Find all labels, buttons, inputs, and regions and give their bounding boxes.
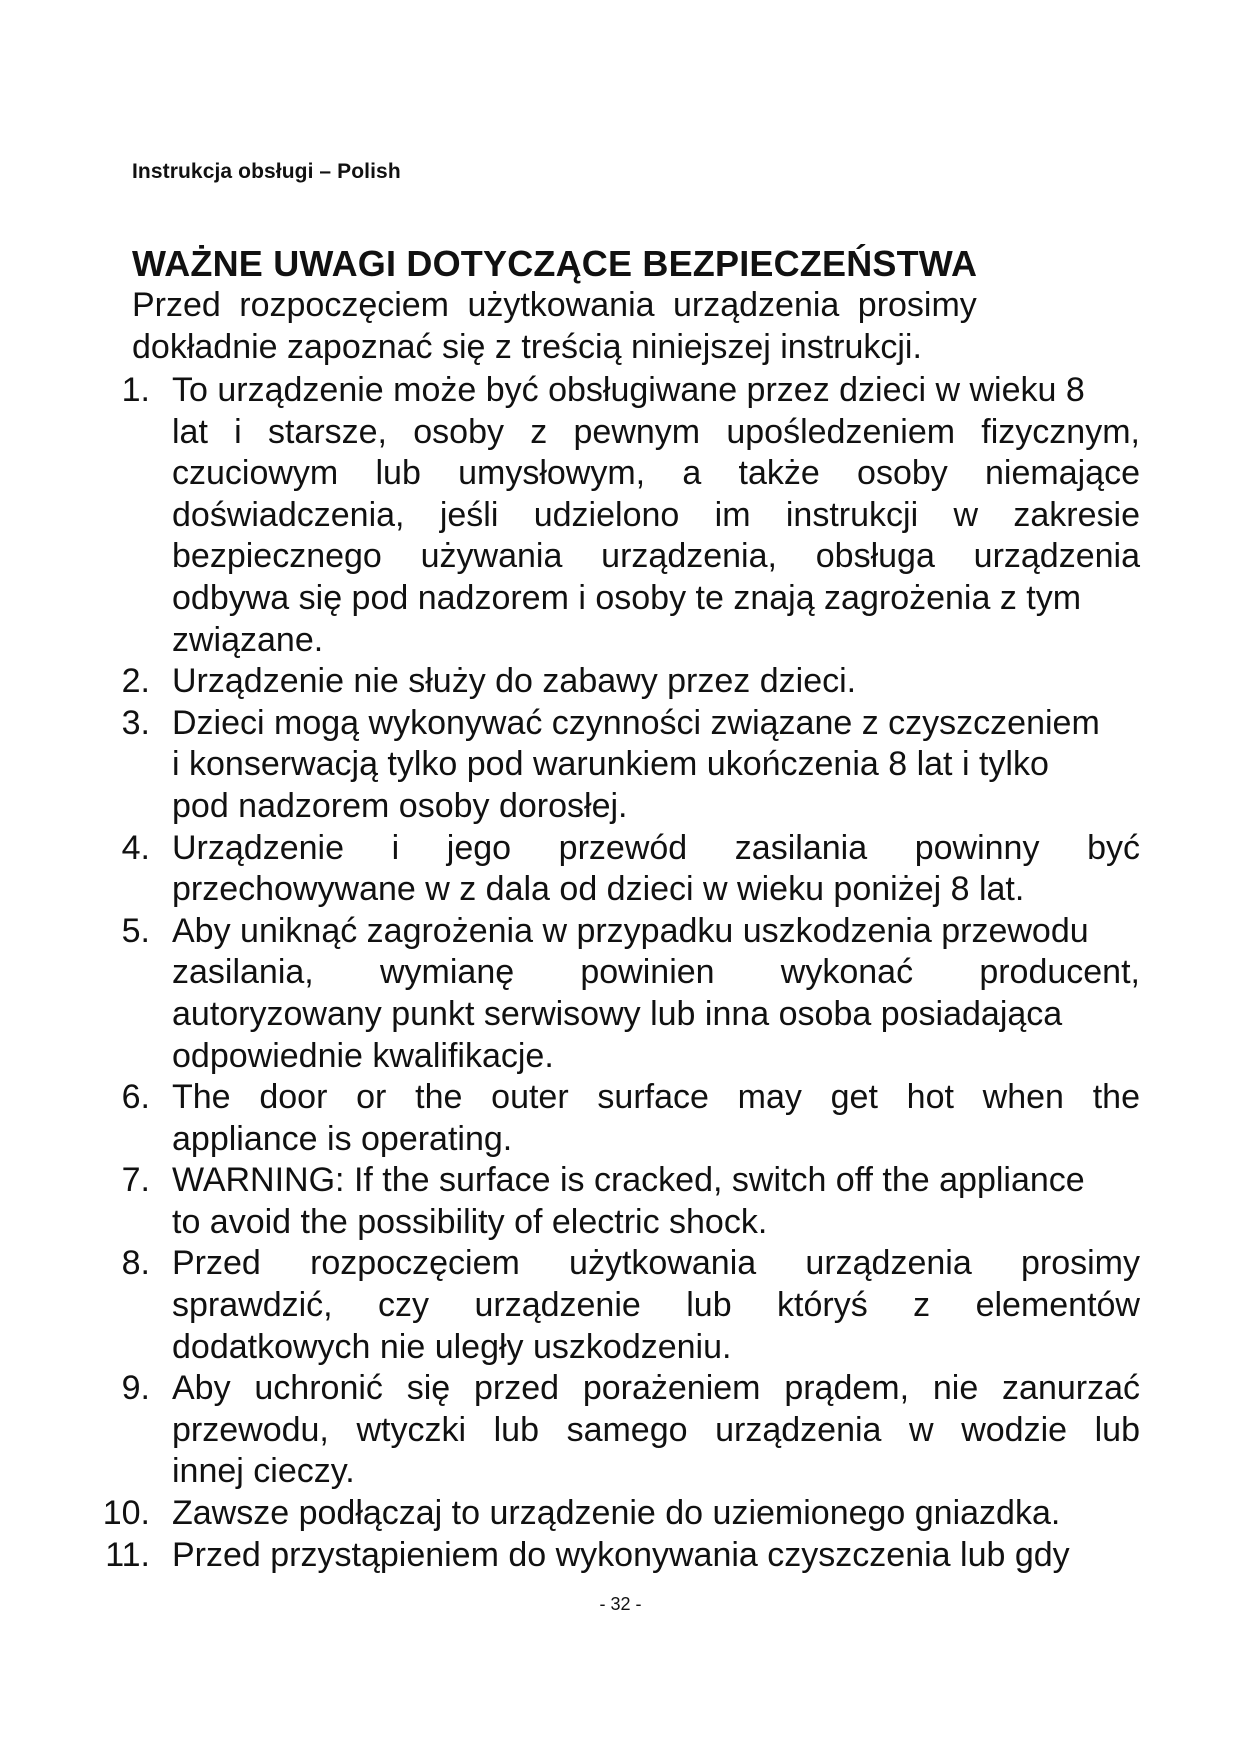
document-header: Instrukcja obsługi – Polish xyxy=(132,160,401,183)
list-item-line: odpowiednie kwalifikacje. xyxy=(172,1036,554,1075)
list-item-number: 5. xyxy=(121,911,150,950)
list-item-line: pod nadzorem osoby dorosłej. xyxy=(172,786,628,825)
intro-paragraph xyxy=(132,284,1022,368)
list-item-line: The door or the outer surface may get hot when the xyxy=(172,1078,1140,1117)
list-item-line: Urządzenie i jego przewód zasilania powinny być xyxy=(172,828,1140,867)
list-item-line: Aby uniknąć zagrożenia w przypadku uszkodzenia przewodu xyxy=(172,911,1089,950)
list-item xyxy=(100,370,1140,661)
list-item-line: czuciowym lub umysłowym, a także osoby niemające xyxy=(172,454,1140,493)
list-item-line: przewodu, wtyczki lub samego urządzenia w wodzie lub xyxy=(172,1410,1140,1449)
list-item-line: i konserwacją tylko pod warunkiem ukończenia 8 lat i tylko xyxy=(172,745,1049,784)
list-item-line: Przed przystąpieniem do wykonywania czyszczenia lub gdy xyxy=(172,1535,1070,1574)
page-number: - 32 - xyxy=(599,1594,642,1614)
list-item-line: odbywa się pod nadzorem i osoby te znają zagrożenia z tym xyxy=(172,578,1082,617)
list-item-line: to avoid the possibility of electric shock. xyxy=(172,1202,768,1241)
list-item-line: Zawsze podłączaj to urządzenie do uziemionego gniazdka. xyxy=(172,1494,1061,1533)
list-item xyxy=(100,911,1140,1077)
list-item-line: Aby uchronić się przed porażeniem prądem, nie zanurzać xyxy=(172,1369,1140,1408)
list-item-number: 9. xyxy=(121,1369,150,1408)
list-item-number: 4. xyxy=(121,828,150,867)
list-item-line: związane. xyxy=(172,620,324,659)
list-item-line: doświadczenia, jeśli udzielono im instrukcji w zakresie xyxy=(172,495,1140,534)
list-item-line: bezpiecznego używania urządzenia, obsługa urządzenia xyxy=(172,537,1140,576)
list-item xyxy=(100,828,1140,911)
list-item-number: 8. xyxy=(121,1244,150,1283)
list-item-line: WARNING: If the surface is cracked, switch off the appliance xyxy=(172,1161,1085,1200)
list-item xyxy=(100,1493,1140,1535)
list-item-line: Przed rozpoczęciem użytkowania urządzenia prosimy xyxy=(172,1244,1140,1283)
list-item-number: 3. xyxy=(121,703,150,742)
list-item-number: 10. xyxy=(102,1494,150,1533)
list-item xyxy=(100,703,1140,828)
list-item-line: innej cieczy. xyxy=(172,1452,355,1491)
list-item xyxy=(100,1535,1140,1577)
list-item-line: To urządzenie może być obsługiwane przez dzieci w wieku 8 xyxy=(172,371,1085,409)
list-item-line: appliance is operating. xyxy=(172,1119,513,1158)
list-item xyxy=(100,1243,1140,1368)
list-item-number: 11. xyxy=(105,1535,150,1574)
safety-list xyxy=(100,370,1140,1576)
list-item-line: dodatkowych nie uległy uszkodzeniu. xyxy=(172,1327,732,1366)
list-item-line: zasilania, wymianę powinien wykonać producent, xyxy=(172,953,1140,992)
list-item-line: lat i starsze, osoby z pewnym upośledzeniem fizycznym, xyxy=(172,412,1140,451)
intro-line-1: Przed rozpoczęciem użytkowania urządzenia prosimy xyxy=(132,286,977,324)
list-item-line: przechowywane w z dala od dzieci w wieku poniżej 8 lat. xyxy=(172,870,1025,909)
list-item-line: Dzieci mogą wykonywać czynności związane z czyszczeniem xyxy=(172,703,1100,742)
list-item xyxy=(100,1160,1140,1243)
list-item-line: sprawdzić, czy urządzenie lub któryś z elementów xyxy=(172,1286,1140,1325)
list-item-number: 6. xyxy=(121,1078,150,1117)
list-item-line: Urządzenie nie służy do zabawy przez dzieci. xyxy=(172,662,857,701)
list-item-line: autoryzowany punkt serwisowy lub inna osoba posiadająca xyxy=(172,994,1063,1033)
list-item xyxy=(100,661,1140,703)
section-title: WAŻNE UWAGI DOTYCZĄCE BEZPIECZEŃSTWA xyxy=(132,243,978,284)
list-item-number: 2. xyxy=(121,662,150,701)
list-item xyxy=(100,1077,1140,1160)
list-item-number: 7. xyxy=(121,1161,150,1200)
list-item-number: 1. xyxy=(121,371,150,409)
list-item xyxy=(100,1368,1140,1493)
intro-line-2: dokładnie zapoznać się z treścią niniejszej instrukcji. xyxy=(132,328,922,366)
